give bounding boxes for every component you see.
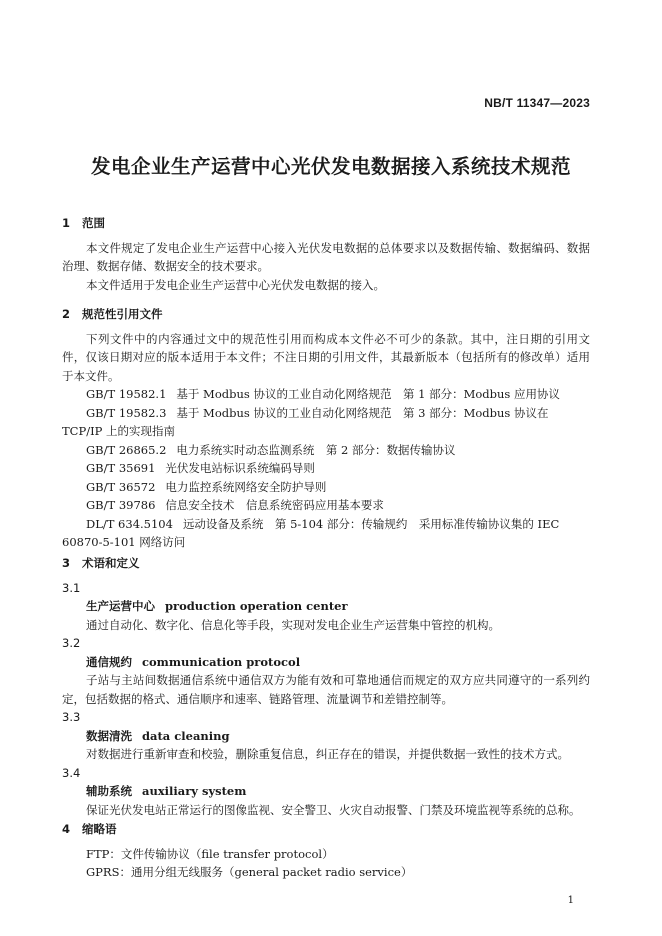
reference-title: 基于 Modbus 协议的工业自动化网络规范 第 3 部分：Modbus 协议在 TCP/IP 上的实现指南 <box>62 405 549 438</box>
term-cn: 通信规约 <box>86 654 132 669</box>
section-heading <box>62 305 590 324</box>
reference-title: 远动设备及系统 第 5-104 部分：传输规约 采用标准传输协议集的 IEC 60870-5-101 网络访问 <box>62 516 560 549</box>
term-cn: 辅助系统 <box>86 784 132 798</box>
reference-code: GB/T 35691 <box>86 461 156 475</box>
section-title: 范围 <box>82 216 105 230</box>
reference-code: GB/T 26865.2 <box>86 442 167 457</box>
page-number: 1 <box>567 895 574 906</box>
term-en: communication protocol <box>142 654 301 669</box>
reference-title: 电力系统实时动态监测系统 第 2 部分：数据传输协议 <box>176 442 456 457</box>
term-en: data cleaning <box>142 728 230 743</box>
term-definition: 对数据进行重新审查和校验，删除重复信息，纠正存在的错误，并提供数据一致性的技术方式。 <box>86 747 569 761</box>
reference-item <box>62 385 590 404</box>
section-scope <box>62 214 590 294</box>
reference-code: GB/T 19582.3 <box>86 405 167 420</box>
term-definition: 子站与主站间数据通信系统中通信双方为能有效和可靠地通信而规定的双方应共同遵守的一系列约定，包括数据的格式、通信顺序和速率、链路管理、流量调节和差错控制等。 <box>62 673 590 706</box>
reference-item <box>62 496 590 515</box>
term-cn: 生产运营中心 <box>86 599 155 613</box>
reference-item <box>62 441 590 460</box>
reference-title: 信息安全技术 信息系统密码应用基本要求 <box>165 498 384 512</box>
paragraph: 本文件适用于发电企业生产运营中心光伏发电数据的接入。 <box>86 277 385 292</box>
reference-item <box>62 404 590 441</box>
section-title: 缩略语 <box>82 822 117 836</box>
reference-code: GB/T 39786 <box>86 498 156 512</box>
paragraph: 下列文件中的内容通过文中的规范性引用而构成本文件必不可少的条款。其中，注日期的引用文件，仅该日期对应的版本适用于本文件；不注日期的引用文件，其最新版本（包括所有的修改单）适用于本文件。 <box>62 331 590 383</box>
term-en: auxiliary system <box>142 784 247 798</box>
reference-item <box>62 515 590 552</box>
document-title: 发电企业生产运营中心光伏发电数据接入系统技术规范 <box>90 155 571 178</box>
reference-title: 电力监控系统网络安全防护导则 <box>165 479 327 494</box>
paragraph: 本文件规定了发电企业生产运营中心接入光伏发电数据的总体要求以及数据传输、数据编码、数据治理、数据存储、数据安全的技术要求。 <box>62 240 590 273</box>
term-heading <box>62 782 590 801</box>
section-normative-references <box>62 305 590 552</box>
reference-item <box>62 459 590 478</box>
term-number: 3.3 <box>62 710 81 724</box>
term-cn: 数据清洗 <box>86 728 132 743</box>
section-terms <box>62 554 590 819</box>
section-number: 2 <box>62 307 71 321</box>
reference-code: DL/T 634.5104 <box>86 516 173 531</box>
term-heading <box>62 653 590 672</box>
abbreviation-item: FTP：文件传输协议（file transfer protocol） <box>86 846 334 861</box>
section-heading <box>62 820 590 839</box>
term-number: 3.1 <box>62 580 81 595</box>
reference-item <box>62 478 590 497</box>
term-number: 3.4 <box>62 765 81 780</box>
section-abbreviations <box>62 820 590 882</box>
term-heading <box>62 727 590 746</box>
term-definition: 保证光伏发电站正常运行的图像监视、安全警卫、火灾自动报警、门禁及环境监视等系统的总称。 <box>86 802 581 817</box>
section-title: 术语和定义 <box>82 556 140 570</box>
section-number: 4 <box>62 822 71 836</box>
section-title: 规范性引用文件 <box>82 307 163 321</box>
term-heading <box>62 597 590 616</box>
term-number: 3.2 <box>62 636 81 650</box>
section-number: 1 <box>62 216 71 230</box>
term-en: production operation center <box>165 599 348 613</box>
section-number: 3 <box>62 556 71 570</box>
term-definition: 通过自动化、数字化、信息化等手段，实现对发电企业生产运营集中管控的机构。 <box>86 617 500 632</box>
reference-code: GB/T 36572 <box>86 479 156 494</box>
reference-code: GB/T 19582.1 <box>86 387 167 401</box>
section-heading <box>62 214 590 233</box>
reference-title: 光伏发电站标识系统编码导则 <box>165 461 315 475</box>
abbreviation-item: GPRS：通用分组无线服务（general packet radio service） <box>86 865 413 879</box>
standard-number: NB/T 11347—2023 <box>484 96 590 110</box>
section-heading <box>62 554 590 573</box>
reference-title: 基于 Modbus 协议的工业自动化网络规范 第 1 部分：Modbus 应用协议 <box>176 387 560 401</box>
